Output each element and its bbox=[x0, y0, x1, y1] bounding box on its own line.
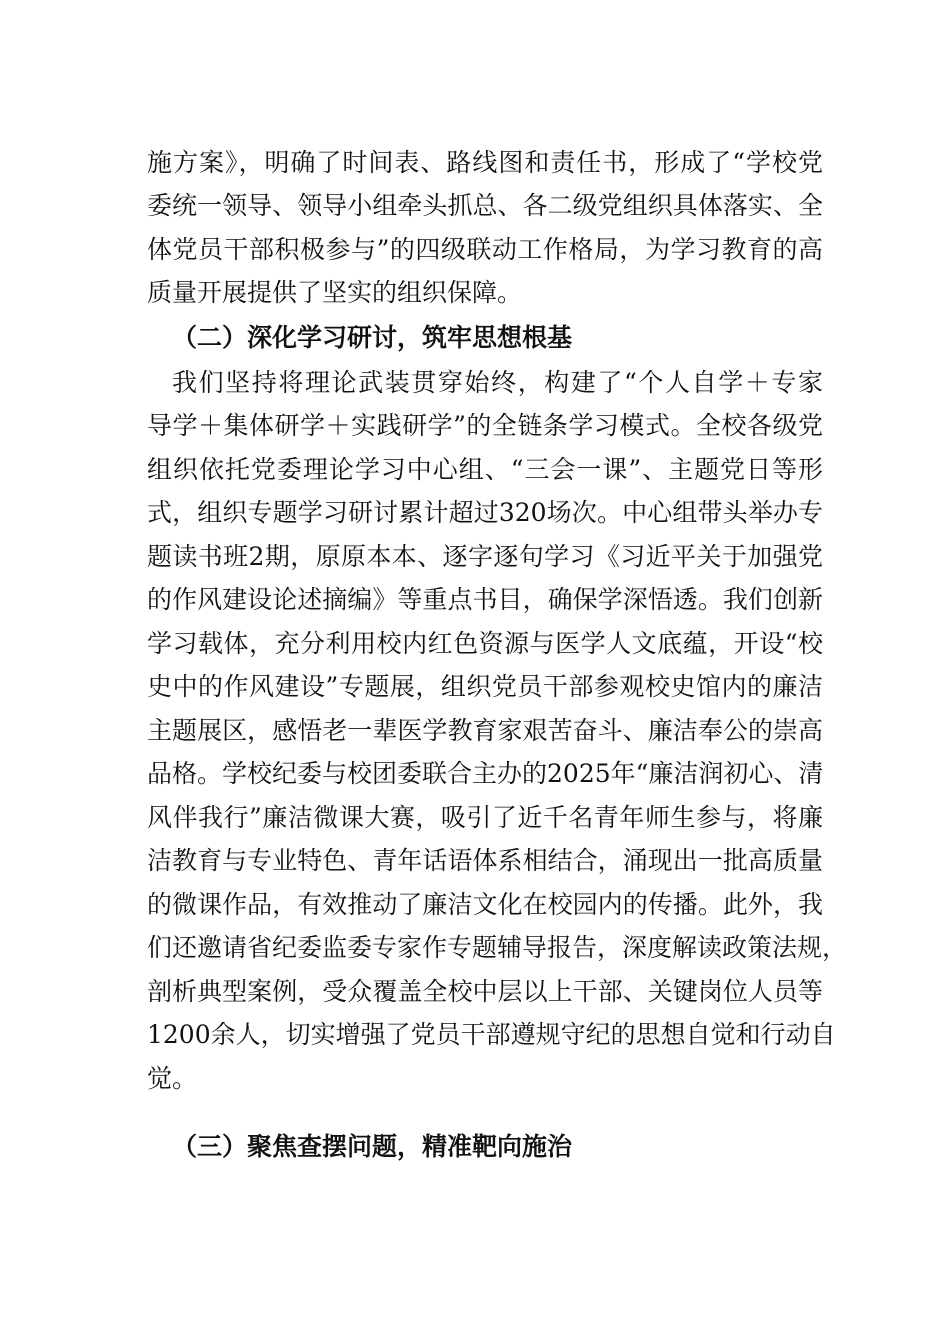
paragraph-2-line-2: 导学＋集体研学＋实践研学”的全链条学习模式。全校各级党 bbox=[147, 411, 823, 440]
paragraph-2-line-4: 式，组织专题学习研讨累计超过320场次。中心组带头举办专 bbox=[147, 498, 823, 527]
paragraph-2-line-15: 剖析典型案例，受众覆盖全校中层以上干部、关键岗位人员等 bbox=[147, 977, 823, 1006]
paragraph-2-line-14: 们还邀请省纪委监委专家作专题辅导报告，深度解读政策法规， bbox=[147, 933, 848, 962]
paragraph-1-line-4: 质量开展提供了坚实的组织保障。 bbox=[147, 278, 523, 307]
paragraph-1-line-3: 体党员干部积极参与”的四级联动工作格局，为学习教育的高 bbox=[147, 235, 823, 264]
paragraph-1-line-2: 委统一领导、领导小组牵头抓总、各二级党组织具体落实、全 bbox=[147, 191, 823, 220]
section-heading-2: （二）深化学习研讨，筑牢思想根基 bbox=[172, 323, 573, 352]
paragraph-2-line-3: 组织依托党委理论学习中心组、“三会一课”、主题党日等形 bbox=[147, 455, 823, 484]
paragraph-2-line-11: 风伴我行”廉洁微课大赛，吸引了近千名青年师生参与，将廉 bbox=[147, 803, 823, 832]
paragraph-2-line-5: 题读书班2期，原原本本、逐字逐句学习《习近平关于加强党 bbox=[147, 542, 823, 571]
paragraph-2-line-16: 1200余人，切实增强了党员干部遵规守纪的思想自觉和行动自 bbox=[147, 1020, 836, 1049]
paragraph-2-line-13: 的微课作品，有效推动了廉洁文化在校园内的传播。此外，我 bbox=[147, 890, 823, 919]
paragraph-2-line-7: 学习载体，充分利用校内红色资源与医学人文底蕴，开设“校 bbox=[147, 629, 823, 658]
section-heading-3: （三）聚焦查摆问题，精准靶向施治 bbox=[172, 1132, 573, 1161]
paragraph-2-line-9: 主题展区，感悟老一辈医学教育家艰苦奋斗、廉洁奉公的崇高 bbox=[147, 716, 823, 745]
paragraph-2-line-1: 我们坚持将理论武装贯穿始终，构建了“个人自学＋专家 bbox=[172, 368, 823, 397]
paragraph-2-line-17: 觉。 bbox=[147, 1064, 198, 1093]
paragraph-2-line-12: 洁教育与专业特色、青年话语体系相结合，涌现出一批高质量 bbox=[147, 846, 823, 875]
paragraph-2-line-10: 品格。学校纪委与校团委联合主办的2025年“廉洁润初心、清 bbox=[147, 759, 824, 788]
paragraph-2-line-8: 史中的作风建设”专题展，组织党员干部参观校史馆内的廉洁 bbox=[147, 672, 823, 701]
paragraph-1-line-1: 施方案》，明确了时间表、路线图和责任书，形成了“学校党 bbox=[147, 148, 823, 177]
paragraph-2-line-6: 的作风建设论述摘编》等重点书目，确保学深悟透。我们创新 bbox=[147, 585, 823, 614]
